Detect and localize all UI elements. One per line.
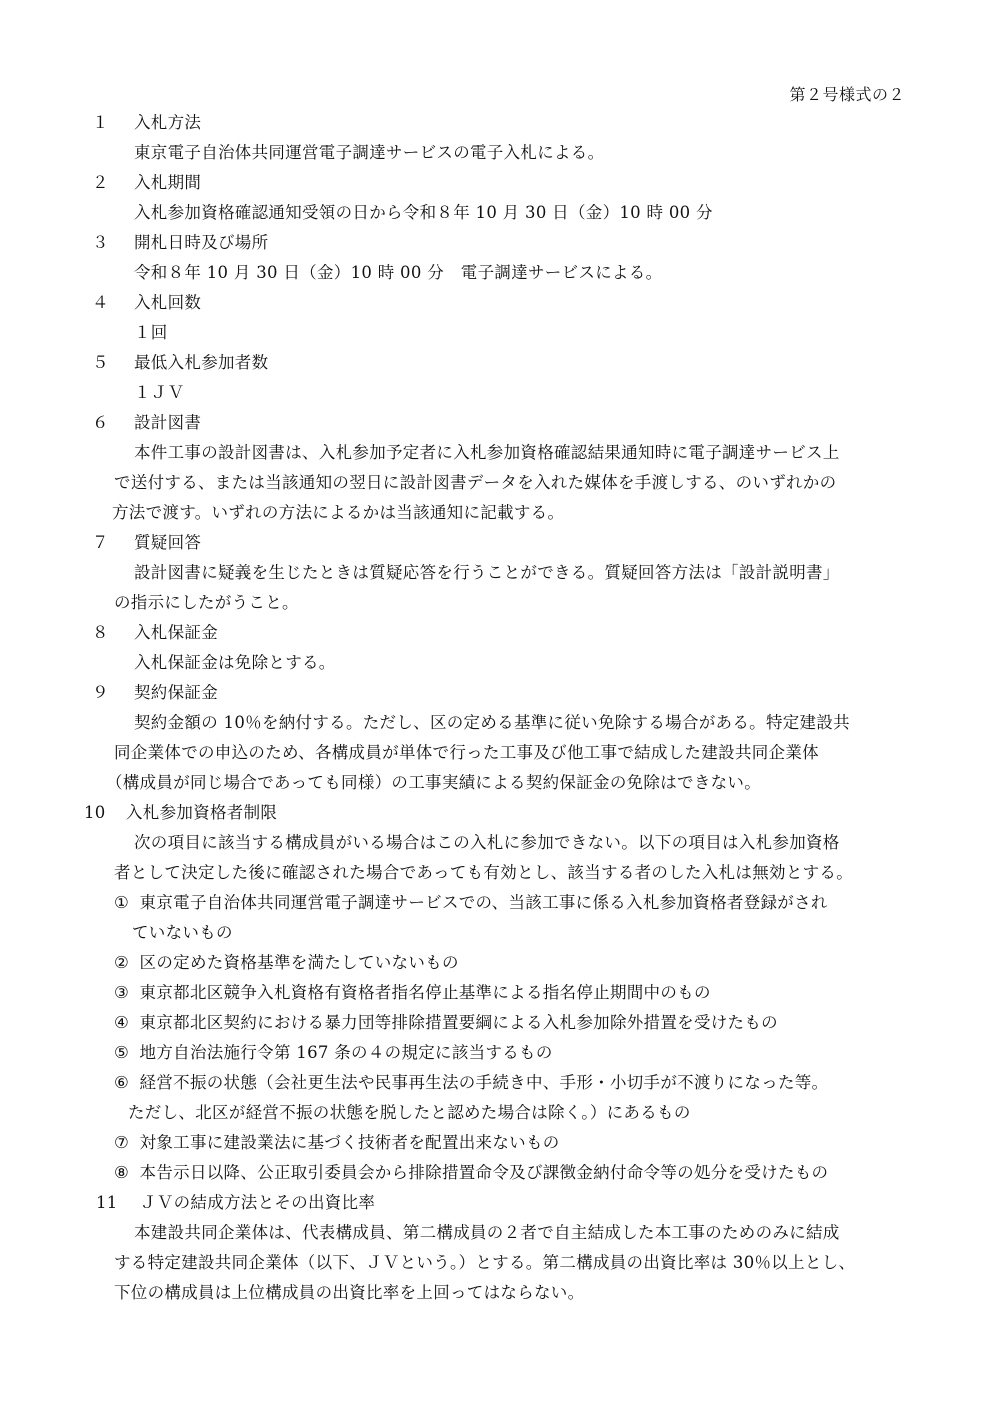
section-6-line: 方法で渡す。いずれの方法によるかは当該通知に記載する。	[112, 503, 565, 522]
section-title: ＪＶの結成方法とその出資比率	[140, 1193, 376, 1212]
section-number: 10	[84, 803, 106, 822]
item-text: 対象工事に建設業法に基づく技術者を配置出来ないもの	[139, 1133, 560, 1152]
section-11-line: する特定建設共同企業体（以下、ＪＶという。）とする。第二構成員の出資比率は 30％以上とし、	[114, 1253, 856, 1272]
section-number: ２	[92, 173, 109, 192]
section-7-line: 設計図書に疑義を生じたときは質疑応答を行うことができる。質疑回答方法は「設計説明書」	[134, 563, 840, 582]
section-title: 入札方法	[134, 113, 202, 132]
section-title: 質疑回答	[134, 533, 202, 552]
list-item	[92, 978, 912, 1008]
section-3-heading	[92, 228, 912, 258]
section-11-heading	[92, 1188, 912, 1218]
section-number: 11	[96, 1193, 118, 1212]
item-text: 東京都北区契約における暴力団等排除措置要綱による入札参加除外措置を受けたもの	[139, 1013, 778, 1032]
section-7-heading	[92, 528, 912, 558]
form-number: 第２号様式の２	[789, 85, 905, 104]
section-title: 契約保証金	[134, 683, 218, 702]
item-mark: ③	[114, 983, 130, 1002]
section-title: 入札期間	[134, 173, 202, 192]
section-4-heading	[92, 288, 912, 318]
item-continuation: ただし、北区が経営不振の状態を脱したと認めた場合は除く。）にあるもの	[128, 1103, 691, 1122]
item-continuation: ていないもの	[132, 923, 233, 942]
section-8-body: 入札保証金は免除とする。	[134, 653, 336, 672]
item-mark: ④	[114, 1013, 130, 1032]
section-title: 入札回数	[134, 293, 202, 312]
item-text: 本告示日以降、公正取引委員会から排除措置命令及び課徴金納付命令等の処分を受けたもの	[139, 1163, 829, 1182]
section-title: 入札参加資格者制限	[126, 803, 278, 822]
section-11-line: 下位の構成員は上位構成員の出資比率を上回ってはならない。	[114, 1283, 585, 1302]
list-item	[92, 1128, 912, 1158]
item-text: 東京電子自治体共同運営電子調達サービスでの、当該工事に係る入札参加資格者登録がされ	[139, 893, 828, 912]
item-text: 地方自治法施行令第 167 条の４の規定に該当するもの	[139, 1043, 553, 1062]
section-2-body: 入札参加資格確認通知受領の日から令和８年 10 月 30 日（金）10 時 00 分	[134, 203, 713, 222]
section-6-line: で送付する、または当該通知の翌日に設計図書データを入れた媒体を手渡しする、のいずれかの	[114, 473, 837, 492]
section-1-heading	[92, 108, 912, 138]
item-mark: ①	[114, 893, 130, 912]
item-mark: ⑦	[114, 1133, 130, 1152]
section-number: １	[92, 113, 109, 132]
section-number: ８	[92, 623, 109, 642]
section-10-line: 者として決定した後に確認された場合であっても有効とし、該当する者のした入札は無効とする。	[114, 863, 854, 882]
list-item	[92, 1008, 912, 1038]
item-mark: ⑤	[114, 1043, 130, 1062]
section-6-heading	[92, 408, 912, 438]
section-2-heading	[92, 168, 912, 198]
section-5-heading	[92, 348, 912, 378]
section-5-body: １ＪＶ	[134, 383, 185, 402]
section-number: ５	[92, 353, 109, 372]
section-title: 開札日時及び場所	[134, 233, 269, 252]
section-number: ９	[92, 683, 109, 702]
item-mark: ②	[114, 953, 130, 972]
section-7-line: の指示にしたがうこと。	[114, 593, 299, 612]
section-title: 入札保証金	[134, 623, 218, 642]
section-8-heading	[92, 618, 912, 648]
item-text: 東京都北区競争入札資格有資格者指名停止基準による指名停止期間中のもの	[139, 983, 711, 1002]
section-number: ６	[92, 413, 109, 432]
list-item	[92, 948, 912, 978]
section-4-body: １回	[134, 323, 168, 342]
section-number: ４	[92, 293, 109, 312]
list-item	[92, 1068, 912, 1098]
section-9-line: （構成員が同じ場合であっても同様）の工事実績による契約保証金の免除はできない。	[106, 773, 762, 792]
list-item	[92, 1038, 912, 1068]
section-number: ７	[92, 533, 109, 552]
section-10-heading	[84, 798, 912, 828]
item-mark: ⑧	[114, 1163, 130, 1182]
section-11-line: 本建設共同企業体は、代表構成員、第二構成員の２者で自主結成した本工事のためのみに結成	[134, 1223, 840, 1242]
item-text: 区の定めた資格基準を満たしていないもの	[139, 953, 459, 972]
section-title: 設計図書	[134, 413, 202, 432]
section-title: 最低入札参加者数	[134, 353, 269, 372]
section-9-line: 同企業体での申込のため、各構成員が単体で行った工事及び他工事で結成した建設共同企業体	[114, 743, 819, 762]
section-10-line: 次の項目に該当する構成員がいる場合はこの入札に参加できない。以下の項目は入札参加資格	[134, 833, 840, 852]
item-text: 経営不振の状態（会社更生法や民事再生法の手続き中、手形・小切手が不渡りになった等。	[139, 1073, 829, 1092]
section-6-line: 本件工事の設計図書は、入札参加予定者に入札参加資格確認結果通知時に電子調達サービス上	[134, 443, 840, 462]
section-9-line: 契約金額の 10％を納付する。ただし、区の定める基準に従い免除する場合がある。特定建設共	[134, 713, 850, 732]
section-3-body: 令和８年 10 月 30 日（金）10 時 00 分 電子調達サービスによる。	[134, 263, 663, 282]
section-1-body: 東京電子自治体共同運営電子調達サービスの電子入札による。	[134, 143, 605, 162]
section-9-heading	[92, 678, 912, 708]
list-item	[92, 1158, 912, 1188]
list-item	[92, 888, 912, 918]
item-mark: ⑥	[114, 1073, 130, 1092]
section-number: ３	[92, 233, 109, 252]
document-body	[84, 108, 912, 1308]
